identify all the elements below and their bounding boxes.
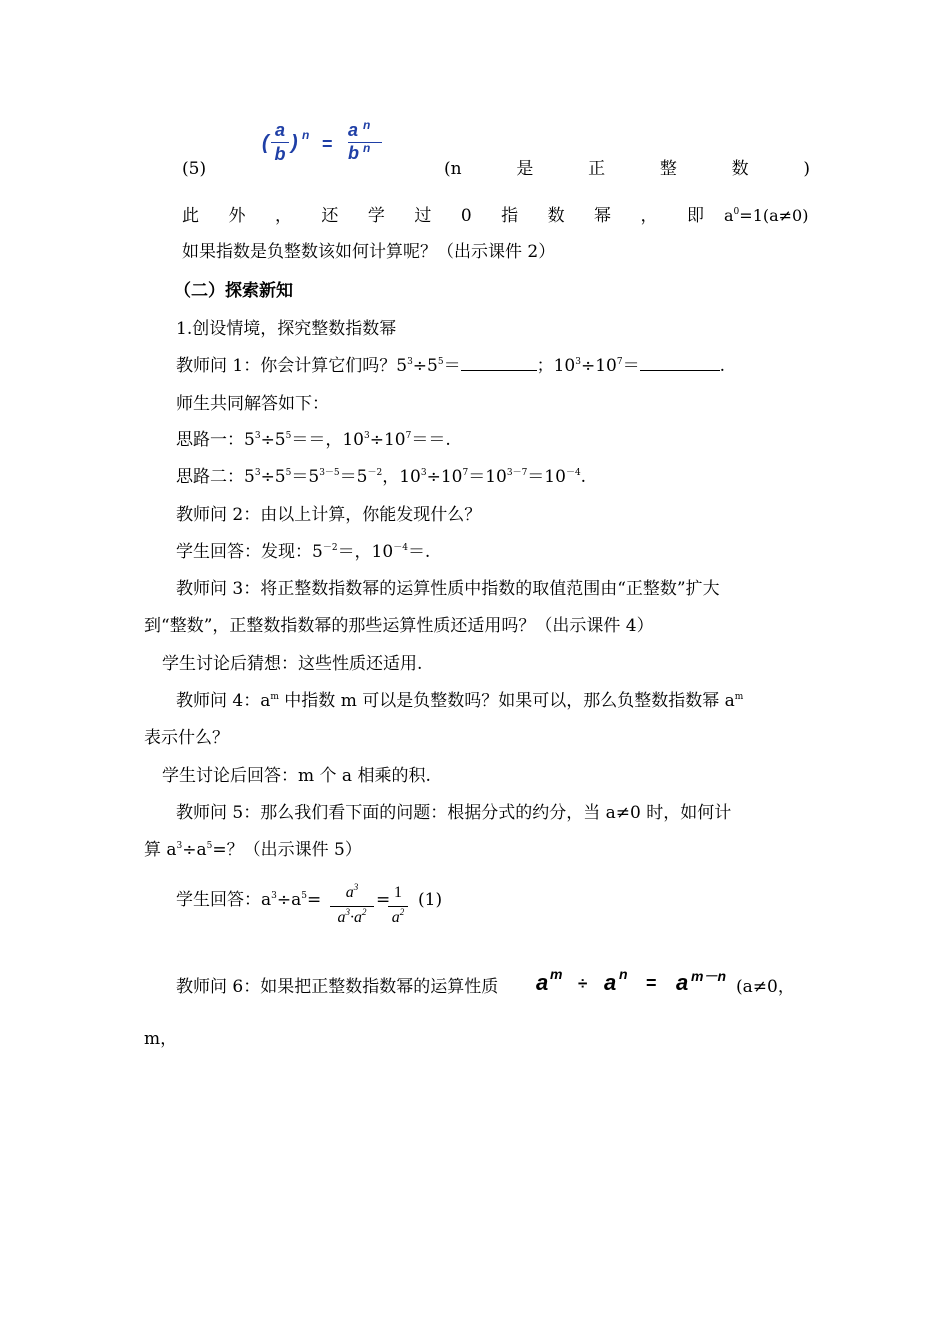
zp-char: 0: [460, 206, 472, 226]
zp-char: 过: [414, 206, 432, 226]
close-paren: ): [291, 132, 298, 154]
idea-two: 思路二：$5^3\div 5^5=5^{3-5}=5^{-2}$，$10^3\div 10^7=10^{3-7}=10^{-4}$.: [176, 467, 587, 487]
teacher-question-4-line2: 表示什么？: [144, 728, 229, 748]
note-char: 正: [588, 159, 606, 179]
teacher-question-1: 教师问 1：你会计算它们吗？$5^3\div 5^5=$ ；$10^3\div 10^7=$ .: [176, 356, 725, 376]
zp-char: ，: [640, 206, 658, 226]
note-char: 数: [731, 159, 749, 179]
rule5-formula: [262, 118, 392, 178]
rule5-note: [444, 158, 810, 180]
rhs-num-exponent: n: [363, 118, 371, 132]
teacher-question-5-line1: 教师问 5：那么我们看下面的问题：根据分式的约分，当 a≠0 时，如何计: [176, 803, 732, 823]
rule5-label: (5): [182, 159, 207, 179]
open-paren: (: [262, 132, 269, 154]
q6-tail: (a≠0，: [736, 977, 795, 997]
answer5-fraction-2: 1 $a^2$: [388, 884, 408, 931]
q6-line2: m，: [144, 1029, 178, 1049]
teacher-question-4: 教师问 4：$a^m$ 中指数 m 可以是负整数吗？如果可以，那么负整数指数幂 $a^m$: [176, 691, 744, 711]
rhs-den-exponent: n: [363, 141, 371, 155]
answer5-fraction-1: $a^3$ $a^3\cdot a^2$: [330, 884, 374, 931]
student-answer-5: 学生回答：$a^3\div a^5=$: [176, 890, 322, 910]
teacher-question-3-line2: 到“整数”，正整数指数幂的那些运算性质还适用吗？（出示课件 4）: [144, 616, 654, 636]
zp-char: 即: [686, 206, 704, 226]
zp-char: 数: [547, 206, 565, 226]
lhs-exponent: n: [302, 128, 310, 142]
rhs-fraction: [348, 120, 382, 165]
note-char: 是: [516, 159, 534, 179]
zp-char: 还: [321, 206, 339, 226]
zero-power-formula: $a^0=1(a\ne 0)$: [724, 206, 809, 225]
equals: =: [322, 134, 333, 154]
question-negative: 如果指数是负整数该如何计算呢？（出示课件 2）: [182, 242, 556, 262]
together-text: 师生共同解答如下：: [176, 394, 329, 414]
section-title: （二）探索新知: [174, 281, 293, 301]
note-char: (n: [444, 159, 462, 179]
answer5-equals: =: [376, 890, 391, 910]
zp-char: 此: [182, 206, 199, 226]
student-discussion-2: 学生讨论后回答：m 个 a 相乘的积.: [162, 766, 431, 786]
student-discussion-1: 学生讨论后猜想：这些性质还适用.: [162, 654, 423, 674]
idea-one: 思路一：$5^3\div 5^5==$，$10^3\div 10^7==$.: [176, 430, 451, 450]
rhs-numerator: a: [348, 120, 359, 140]
teacher-question-6: 教师问 6：如果把正整数指数幂的运算性质: [176, 977, 499, 997]
zp-char: 幂: [594, 206, 612, 226]
rhs-denominator: b: [348, 143, 359, 163]
teacher-question-2: 教师问 2：由以上计算，你能发现什么？: [176, 505, 482, 525]
student-answer-2: 学生回答：发现：$5^{-2}=$，$10^{-4}=$.: [176, 542, 431, 562]
zp-char: ，: [274, 206, 292, 226]
zp-char: 学: [367, 206, 385, 226]
note-char: ): [803, 159, 810, 179]
answer-blank[interactable]: [461, 356, 537, 371]
q6-formula: a m ÷ a n = a m－n: [536, 966, 726, 995]
zp-char: 指: [501, 206, 519, 226]
zp-char: 外: [228, 206, 246, 226]
lhs-numerator: a: [274, 120, 285, 140]
zero-power-text: [182, 205, 704, 227]
teacher-question-5-line2: 算 $a^3\div a^5=$？（出示课件 5）: [144, 840, 362, 860]
note-char: 整: [659, 159, 677, 179]
teacher-question-3-line1: 教师问 3：将正整数指数幂的运算性质中指数的取值范围由“正整数”扩大: [176, 579, 720, 599]
lhs-denominator: b: [274, 144, 286, 164]
answer5-label: (1): [418, 890, 443, 910]
answer-blank[interactable]: [640, 356, 720, 371]
subsection-title: 1.创设情境，探究整数指数幂: [176, 319, 397, 339]
lhs-fraction: [271, 120, 289, 165]
